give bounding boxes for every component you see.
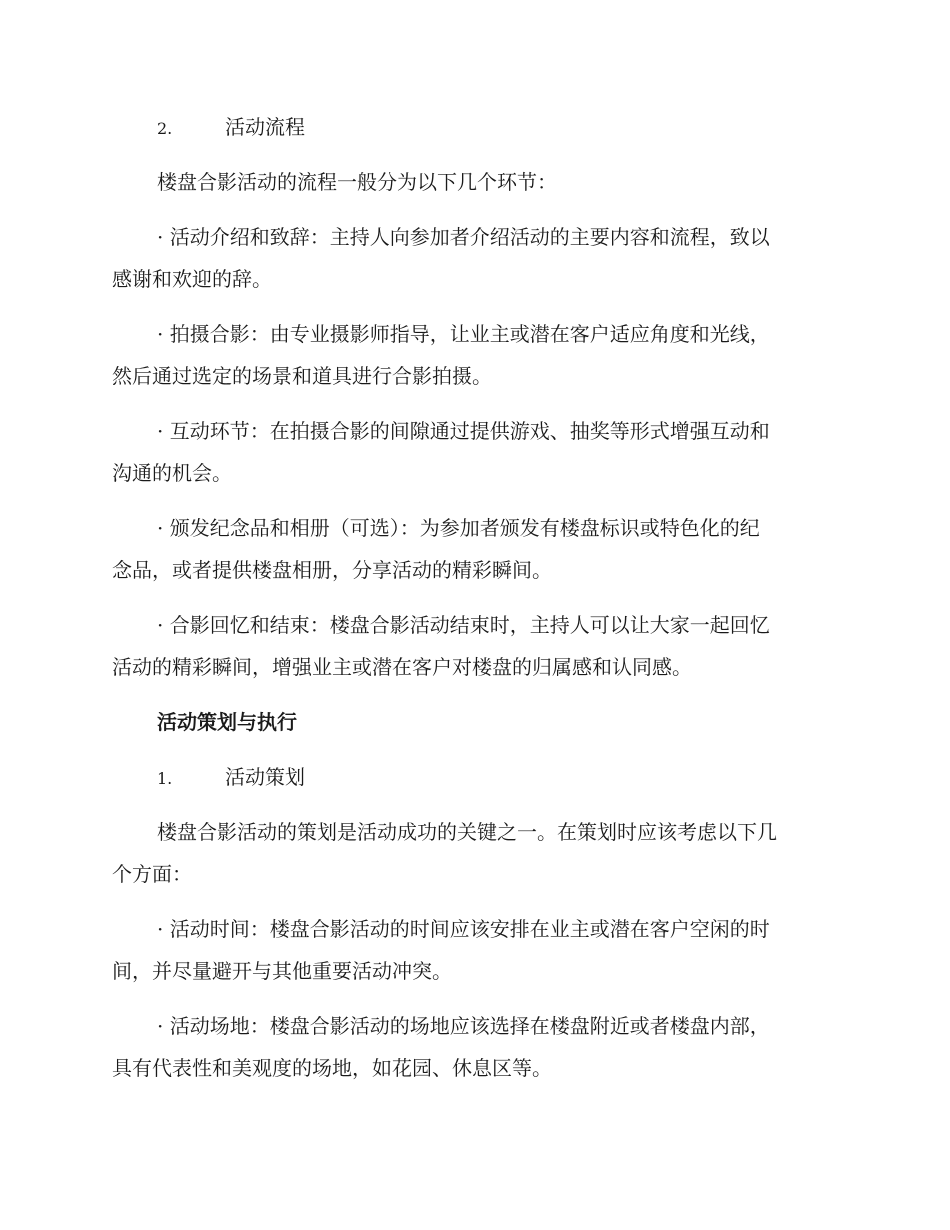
planning-item-2-line-1: · 活动场地：楼盘合影活动的场地应该选择在楼盘附近或者楼盘内部， bbox=[157, 1014, 770, 1038]
process-item-1-line-2: 感谢和欢迎的辞。 bbox=[112, 267, 272, 291]
process-intro: 楼盘合影活动的流程一般分为以下几个环节： bbox=[157, 170, 557, 194]
process-item-4-line-2: 念品，或者提供楼盘相册，分享活动的精彩瞬间。 bbox=[112, 558, 552, 582]
process-item-5-line-1: · 合影回忆和结束：楼盘合影活动结束时，主持人可以让大家一起回忆 bbox=[157, 613, 770, 637]
section-number: 1. bbox=[157, 769, 173, 788]
planning-intro-line-2: 个方面： bbox=[112, 862, 192, 886]
planning-item-1-line-1: · 活动时间：楼盘合影活动的时间应该安排在业主或潜在客户空闲的时 bbox=[157, 917, 770, 941]
section-heading-process bbox=[157, 103, 305, 153]
section-title: 活动策划 bbox=[225, 765, 305, 789]
process-item-2-line-2: 然后通过选定的场景和道具进行合影拍摄。 bbox=[112, 364, 492, 388]
process-item-4-line-1: · 颁发纪念品和相册（可选）：为参加者颁发有楼盘标识或特色化的纪 bbox=[157, 516, 760, 540]
process-item-5-line-2: 活动的精彩瞬间，增强业主或潜在客户对楼盘的归属感和认同感。 bbox=[112, 655, 692, 679]
process-item-1-line-1: · 活动介绍和致辞：主持人向参加者介绍活动的主要内容和流程，致以 bbox=[157, 225, 770, 249]
section-number: 2. bbox=[157, 119, 173, 138]
heading-planning: 活动策划与执行 bbox=[157, 710, 297, 734]
planning-item-2-line-2: 具有代表性和美观度的场地，如花园、休息区等。 bbox=[112, 1056, 552, 1080]
planning-item-1-line-2: 间，并尽量避开与其他重要活动冲突。 bbox=[112, 959, 452, 983]
section-heading-planning bbox=[157, 753, 305, 803]
process-item-3-line-1: · 互动环节：在拍摄合影的间隙通过提供游戏、抽奖等形式增强互动和 bbox=[157, 419, 770, 443]
process-item-2-line-1: · 拍摄合影：由专业摄影师指导，让业主或潜在客户适应角度和光线， bbox=[157, 322, 770, 346]
section-title: 活动流程 bbox=[225, 115, 305, 139]
planning-intro-line-1: 楼盘合影活动的策划是活动成功的关键之一。在策划时应该考虑以下几 bbox=[157, 820, 777, 844]
process-item-3-line-2: 沟通的机会。 bbox=[112, 461, 232, 485]
